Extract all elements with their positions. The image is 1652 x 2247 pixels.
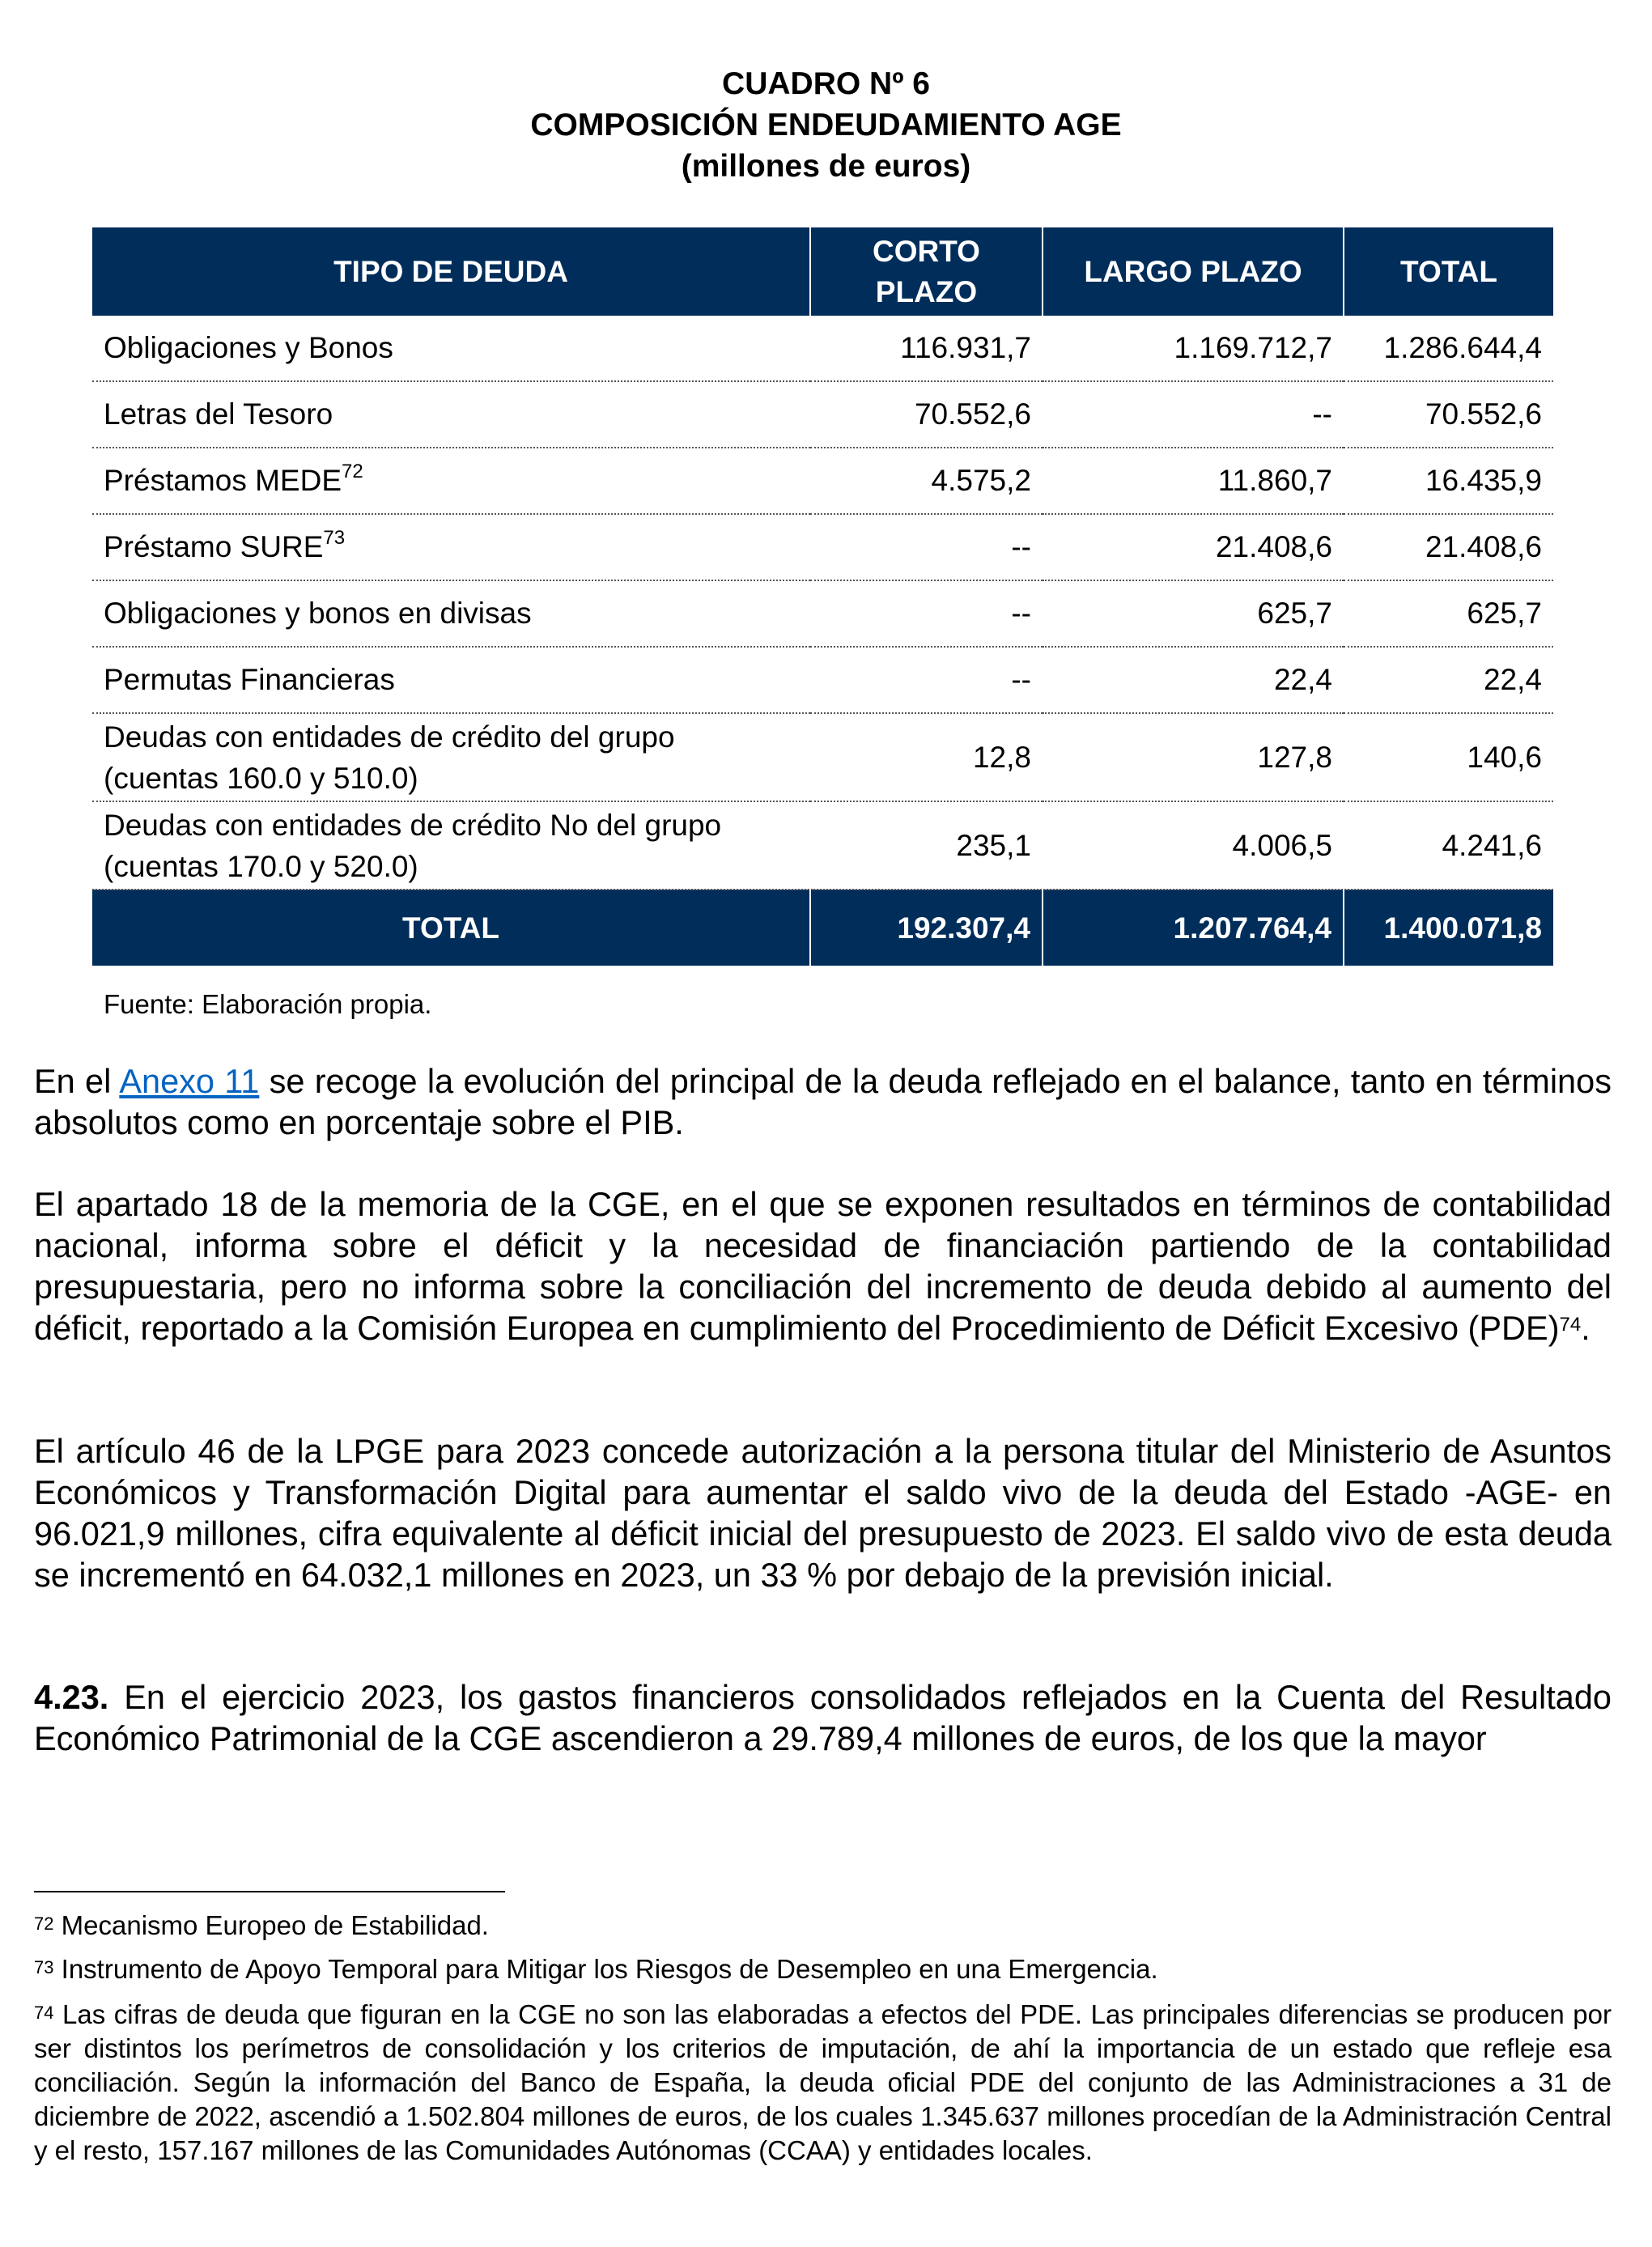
cell-corto: 4.575,2 [810, 448, 1043, 514]
cell-total: 1.286.644,4 [1344, 316, 1553, 381]
row-label-text: Deudas con entidades de crédito del grupo [104, 720, 675, 754]
table-row [92, 381, 1553, 448]
row-label [92, 514, 810, 580]
row-label [92, 580, 810, 647]
p2-text: El apartado 18 de la memoria de la CGE, en el que se exponen resultados en términos de contabilidad nacional, informa sobre el déficit y la necesidad de financiación partiendo de la contabilidad presupuestaria, pero no informa sobre la conciliación del incremento de deuda debido al aumento del déficit, reportado a la Comisión Europea en cumplimiento del Procedimiento de Déficit Excesivo (PDE) [34, 1185, 1612, 1347]
p4-text: En el ejercicio 2023, los gastos financieros consolidados reflejados en la Cuenta del Resultado Económico Patrimonial de la CGE ascendieron a 29.789,4 millones de euros, de los que la mayor [34, 1678, 1612, 1757]
cell-largo: 11.860,7 [1043, 448, 1344, 514]
cell-corto: 12,8 [810, 713, 1043, 801]
table-title [0, 63, 1652, 187]
row-label-text: Préstamos MEDE [104, 464, 342, 497]
cell-largo: 4.006,5 [1043, 801, 1344, 890]
cell-total: 22,4 [1344, 647, 1553, 713]
footnote-74 [34, 1998, 1612, 2168]
table-header-row [92, 227, 1553, 316]
table-row [92, 580, 1553, 647]
cell-corto: 70.552,6 [810, 381, 1043, 448]
cell-corto: 235,1 [810, 801, 1043, 890]
footnote-text: Instrumento de Apoyo Temporal para Mitigar los Riesgos de Desempleo en una Emergencia. [53, 1954, 1158, 1984]
table-row [92, 448, 1553, 514]
paragraph-3: El artículo 46 de la LPGE para 2023 concede autorización a la persona titular del Ministerio de Asuntos Económicos y Transformación Digital para aumentar el saldo vivo de la deuda del Estado -AGE- en 96.021,9 millones, cifra equivalente al déficit inicial del presupuesto de 2023. El saldo vivo de esta deuda se incrementó en 64.032,1 millones en 2023, un 33 % por debajo de la previsión inicial. [34, 1432, 1612, 1594]
footnote-ref[interactable]: 73 [323, 527, 346, 549]
paragraph-2 [34, 1183, 1612, 1349]
row-label-text: Préstamo SURE [104, 530, 324, 563]
footnote-text: Las cifras de deuda que figuran en la CGE no son las elaboradas a efectos del PDE. Las principales diferencias se producen por ser distintos los perímetros de consolidación y los criterios de imputación, de ahí la importancia de un estado que refleje esa conciliación. Según la información del Banco de España, la deuda oficial PDE del conjunto de las Administraciones a 31 de diciembre de 2022, ascendió a 1.502.804 millones de euros, de los cuales 1.345.637 millones procedían de la Administración Central y el resto, 157.167 millones de las Comunidades Autónomas (CCAA) y entidades locales. [34, 1999, 1612, 2165]
table-source: Fuente: Elaboración propia. [104, 989, 432, 1019]
total-largo: 1.207.764,4 [1043, 890, 1344, 966]
cell-largo: 21.408,6 [1043, 514, 1344, 580]
paragraph-1 [34, 1060, 1612, 1143]
table-row [92, 713, 1553, 801]
table-row [92, 514, 1553, 580]
row-label-text: Obligaciones y Bonos [104, 331, 393, 364]
cell-largo: 127,8 [1043, 713, 1344, 801]
row-label [92, 448, 810, 514]
p1-text-after: se recoge la evolución del principal de la deuda reflejado en el balance, tanto en términos absolutos como en porcentaje sobre el PIB. [34, 1062, 1612, 1141]
title-line-3: (millones de euros) [681, 149, 971, 184]
row-label [92, 801, 810, 890]
header-corto: CORTO PLAZO [810, 227, 1043, 316]
cell-total: 140,6 [1344, 713, 1553, 801]
header-largo: LARGO PLAZO [1043, 227, 1344, 316]
total-row [92, 890, 1553, 966]
cell-corto: -- [810, 514, 1043, 580]
p1-text: En el [34, 1062, 120, 1100]
title-line-2: COMPOSICIÓN ENDEUDAMIENTO AGE [530, 108, 1122, 142]
row-label [92, 316, 810, 381]
total-total: 1.400.071,8 [1344, 890, 1553, 966]
table-row [92, 801, 1553, 890]
footnote-separator [34, 1891, 505, 1892]
table-row [92, 647, 1553, 713]
cell-corto: -- [810, 647, 1043, 713]
footnote-number: 74 [34, 2003, 54, 2023]
cell-largo: -- [1043, 381, 1344, 448]
title-line-1: CUADRO Nº 6 [722, 66, 930, 101]
footnote-number: 72 [34, 1914, 54, 1934]
cell-largo: 625,7 [1043, 580, 1344, 647]
cell-total: 625,7 [1344, 580, 1553, 647]
cell-largo: 22,4 [1043, 647, 1344, 713]
footnote-ref-74[interactable]: 74 [1559, 1314, 1582, 1336]
cell-corto: 116.931,7 [810, 316, 1043, 381]
row-label-text: Permutas Financieras [104, 663, 395, 696]
footnote-72 [34, 1909, 1612, 1943]
debt-composition-table [92, 227, 1553, 966]
cell-total: 70.552,6 [1344, 381, 1553, 448]
header-tipo: TIPO DE DEUDA [92, 227, 810, 316]
row-label-text: Deudas con entidades de crédito No del grupo [104, 808, 722, 842]
cell-total: 16.435,9 [1344, 448, 1553, 514]
total-corto: 192.307,4 [810, 890, 1043, 966]
row-label [92, 713, 810, 801]
total-label: TOTAL [92, 890, 810, 966]
row-label-text: Obligaciones y bonos en divisas [104, 597, 532, 630]
header-total: TOTAL [1344, 227, 1553, 316]
row-label [92, 647, 810, 713]
cell-corto: -- [810, 580, 1043, 647]
footnote-ref[interactable]: 72 [342, 461, 363, 482]
section-number: 4.23. [34, 1678, 109, 1716]
row-label [92, 381, 810, 448]
paragraph-4 [34, 1676, 1612, 1759]
footnote-73 [34, 1952, 1612, 1986]
anexo-11-link[interactable]: Anexo 11 [119, 1062, 260, 1100]
cell-largo: 1.169.712,7 [1043, 316, 1344, 381]
cell-total: 4.241,6 [1344, 801, 1553, 890]
row-label-accounts: (cuentas 170.0 y 520.0) [104, 849, 418, 883]
row-label-accounts: (cuentas 160.0 y 510.0) [104, 761, 418, 795]
row-label-text: Letras del Tesoro [104, 397, 333, 431]
table-row [92, 316, 1553, 381]
cell-total: 21.408,6 [1344, 514, 1553, 580]
footnote-number: 73 [34, 1957, 54, 1977]
footnote-text: Mecanismo Europeo de Estabilidad. [53, 1910, 489, 1940]
p2-end: . [1581, 1309, 1590, 1347]
